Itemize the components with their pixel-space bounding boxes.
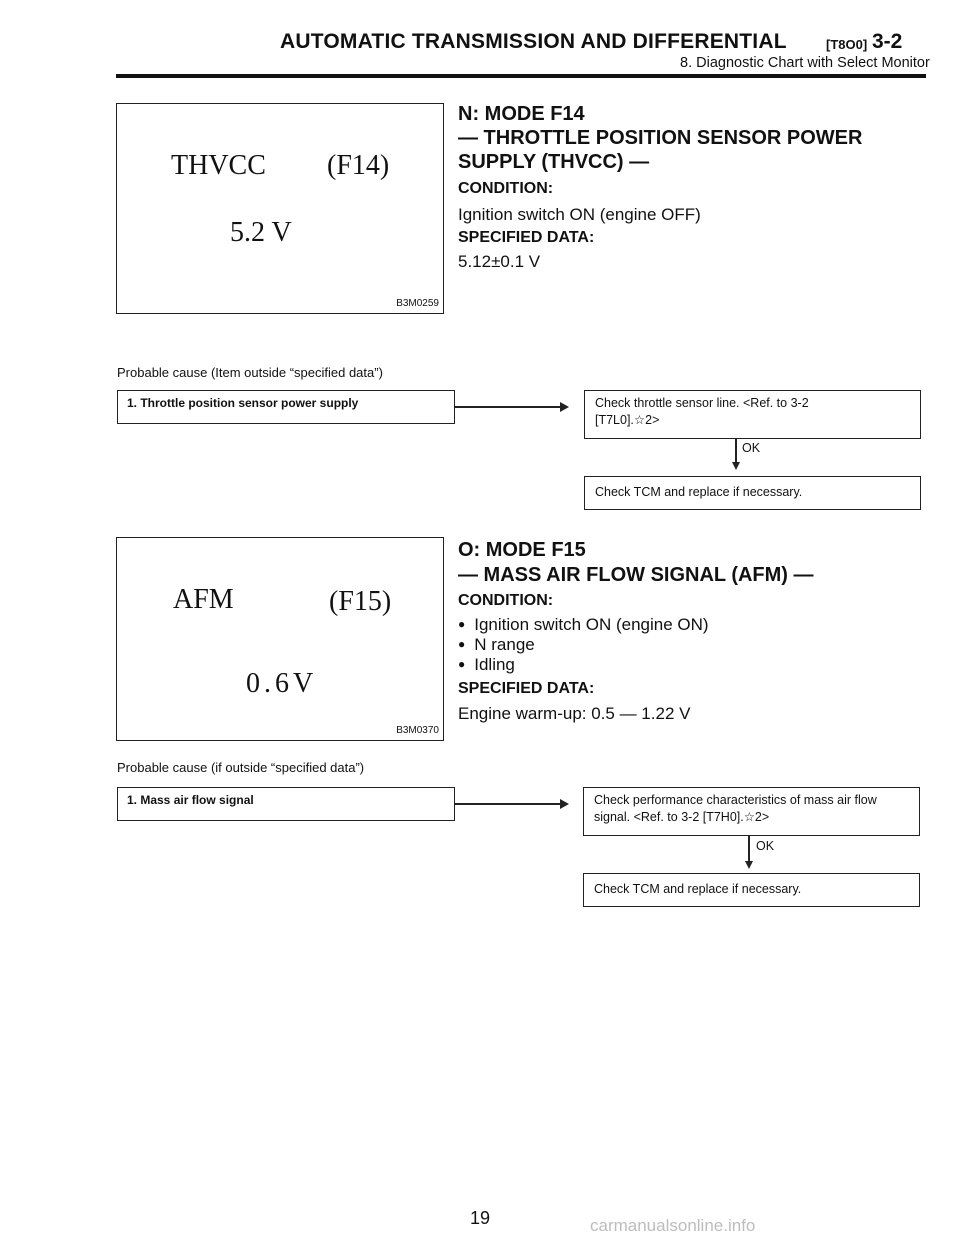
check-text: Check TCM and replace if necessary. <box>594 882 802 896</box>
arrow-right-icon <box>560 799 569 809</box>
page-number: 19 <box>470 1208 491 1228</box>
check-box <box>583 873 920 907</box>
condition-label: CONDITION: <box>458 180 554 197</box>
monitor-display-f14 <box>116 103 444 314</box>
condition-label: CONDITION: <box>458 592 554 609</box>
cause-text: 1. Mass air flow signal <box>127 793 254 807</box>
cause-box <box>117 787 455 821</box>
flow-connector <box>455 406 567 408</box>
mode-heading-sub: — MASS AIR FLOW SIGNAL (AFM) — <box>458 564 814 586</box>
flow-connector <box>735 439 737 463</box>
spec-label: SPECIFIED DATA: <box>458 680 595 697</box>
figure-code: B3M0370 <box>396 725 439 736</box>
spec-text: Engine warm-up: 0.5 — 1.22 V <box>458 704 691 723</box>
flow-connector <box>748 836 750 862</box>
probable-cause-label: Probable cause (Item outside “specified data”) <box>117 365 383 380</box>
check-text: Check TCM and replace if necessary. <box>595 485 803 499</box>
display-name: THVCC <box>171 150 266 181</box>
arrow-down-icon <box>732 462 740 470</box>
mode-heading-sub: SUPPLY (THVCC) — <box>458 151 650 173</box>
figure-code: B3M0259 <box>396 298 439 309</box>
check-box <box>583 787 920 836</box>
display-function: (F15) <box>329 586 392 617</box>
spec-label: SPECIFIED DATA: <box>458 229 595 246</box>
mode-heading-sub: — THROTTLE POSITION SENSOR POWER <box>458 127 863 149</box>
cause-text: 1. Throttle position sensor power supply <box>127 396 359 410</box>
arrow-down-icon <box>745 861 753 869</box>
display-value: 0.6V <box>246 668 318 699</box>
display-value: 5.2 V <box>230 217 292 248</box>
page-reference: 3-2 <box>872 30 903 53</box>
cause-box <box>117 390 455 424</box>
section-code: [T8O0] <box>826 37 868 52</box>
ok-label: OK <box>756 839 775 853</box>
check-box <box>584 476 921 510</box>
display-name: AFM <box>173 584 234 615</box>
display-function: (F14) <box>327 150 390 181</box>
section-subtitle: 8. Diagnostic Chart with Select Monitor <box>680 55 930 71</box>
check-text: Check performance characteristics of mass air flow signal. <Ref. to 3-2 [T7H0].☆2> <box>594 793 877 824</box>
arrow-right-icon <box>560 402 569 412</box>
ok-label: OK <box>742 441 761 455</box>
section-title: AUTOMATIC TRANSMISSION AND DIFFERENTIAL <box>280 30 787 53</box>
watermark: carmanualsonline.info <box>590 1216 756 1235</box>
mode-heading: O: MODE F15 <box>458 539 586 561</box>
mode-heading: N: MODE F14 <box>458 103 585 125</box>
check-text: Check throttle sensor line. <Ref. to 3-2 [T7L0].☆2> <box>595 396 809 427</box>
condition-text: Ignition switch ON (engine OFF) <box>458 205 701 224</box>
header-rule <box>116 74 926 78</box>
spec-text: 5.12±0.1 V <box>458 252 541 271</box>
condition-item: ● Idling <box>458 655 515 675</box>
probable-cause-label: Probable cause (if outside “specified data”) <box>117 760 365 775</box>
check-box <box>584 390 921 439</box>
condition-item: ● N range <box>458 635 535 655</box>
monitor-display-f15 <box>116 537 444 741</box>
flow-connector <box>455 803 567 805</box>
condition-item: ● Ignition switch ON (engine ON) <box>458 615 709 635</box>
